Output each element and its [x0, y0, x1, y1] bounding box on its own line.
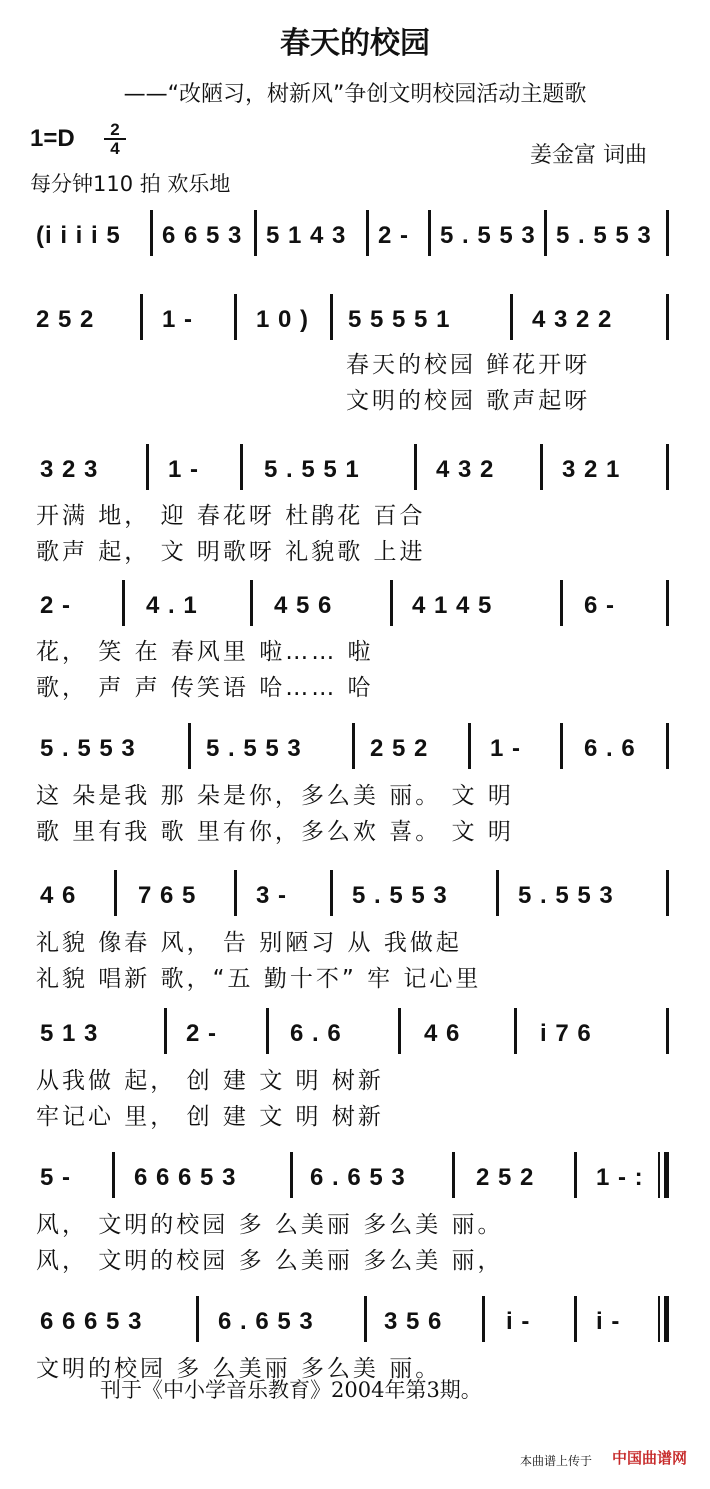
bar-line [250, 580, 253, 626]
song-title: 春天的校园 [280, 26, 430, 61]
bar-line [560, 723, 563, 769]
bar-line [666, 444, 669, 490]
bar-line [266, 1008, 269, 1054]
measure: 5 . 5 5 3 [518, 882, 614, 909]
bar-line [234, 294, 237, 340]
lyric-line-1: 礼貌 像春 风， 告 别陋习 从 我做起 [36, 930, 462, 956]
measure: 4 5 6 [274, 592, 333, 619]
measure: 2 - [378, 222, 410, 249]
measure: 6 6 6 5 3 [40, 1308, 143, 1335]
measure: 6 . 6 5 3 [218, 1308, 314, 1335]
lyric-line-2: 歌声 起， 文 明歌呀 礼貌歌 上进 [36, 539, 426, 565]
bar-line [330, 870, 333, 916]
bar-line [666, 870, 669, 916]
measure: 2 5 2 [476, 1164, 535, 1191]
measure: 1 - [490, 735, 522, 762]
measure: 5 . 5 5 3 [40, 735, 136, 762]
bar-line [666, 1008, 669, 1054]
bar-line [164, 1008, 167, 1054]
upload-note: 本曲谱上传于 [520, 1454, 593, 1468]
measure: 1 - [168, 456, 200, 483]
bar-line [514, 1008, 517, 1054]
measure: 4 6 [424, 1020, 461, 1047]
time-signature [104, 121, 126, 157]
lyric-line-1: 开满 地， 迎 春花呀 杜鹃花 百合 [36, 503, 426, 529]
lyric-line-1: 文明的校园 多 么美丽 多么美 丽。 [36, 1356, 442, 1382]
measure: 3 - [256, 882, 288, 909]
lyric-line-1: 风， 文明的校园 多 么美丽 多么美 丽。 [36, 1212, 504, 1238]
measure: 4 1 4 5 [412, 592, 493, 619]
bar-line [666, 580, 669, 626]
lyric-line-2: 礼貌 唱新 歌，“五 勤十不” 牢 记心里 [36, 966, 482, 992]
measure: 2 - [40, 592, 72, 619]
measure: 4 6 [40, 882, 77, 909]
song-subtitle: ——“改陋习，树新风”争创文明校园活动主题歌 [123, 82, 587, 107]
bar-line [114, 870, 117, 916]
measure: 7 6 5 [138, 882, 197, 909]
author-credit: 姜金富 词曲 [530, 143, 647, 168]
measure: 5 . 5 5 3 [206, 735, 302, 762]
measure: 5 . 5 5 3 [352, 882, 448, 909]
measure: 5 . 5 5 3 [556, 222, 652, 249]
repeat-thick-bar [664, 1152, 669, 1198]
lyric-line-1: 花， 笑 在 春风里 啦…… 啦 [36, 639, 374, 665]
bar-line [254, 210, 257, 256]
bar-line [510, 294, 513, 340]
measure: 3 2 3 [40, 456, 99, 483]
lyric-line-2: 风， 文明的校园 多 么美丽 多么美 丽， [36, 1248, 504, 1274]
measure: 5 5 5 5 1 [348, 306, 451, 333]
bar-line [428, 210, 431, 256]
bar-line [414, 444, 417, 490]
bar-line [496, 870, 499, 916]
bar-line [560, 580, 563, 626]
measure: (i i i i 5 [36, 222, 121, 249]
tempo-marking: 每分钟110 拍 欢乐地 [30, 172, 231, 196]
bar-line [240, 444, 243, 490]
measure: 6 . 6 5 3 [310, 1164, 406, 1191]
bar-line [234, 870, 237, 916]
repeat-thin-bar [658, 1152, 660, 1198]
measure: 2 5 2 [36, 306, 95, 333]
bar-line [196, 1296, 199, 1342]
measure: 5 1 3 [40, 1020, 99, 1047]
measure: 1 - [162, 306, 194, 333]
measure: 3 5 6 [384, 1308, 443, 1335]
final-thick-bar [664, 1296, 669, 1342]
measure: i - [506, 1308, 531, 1335]
bar-line [666, 723, 669, 769]
measure: 6 . 6 [290, 1020, 342, 1047]
measure: 6 6 5 3 [162, 222, 243, 249]
lyric-line-2: 文明的校园 歌声起呀 [346, 388, 591, 414]
measure: i 7 6 [540, 1020, 592, 1047]
bar-line [352, 723, 355, 769]
bar-line [146, 444, 149, 490]
site-logo[interactable]: 中国曲谱网 [612, 1449, 688, 1467]
measure: 1 0 ) [256, 306, 310, 333]
bar-line [112, 1152, 115, 1198]
final-thin-bar [658, 1296, 660, 1342]
bar-line [468, 723, 471, 769]
bar-line [290, 1152, 293, 1198]
lyric-line-2: 牢记心 里， 创 建 文 明 树新 [36, 1104, 384, 1130]
measure: 5 . 5 5 1 [264, 456, 360, 483]
measure: i - [596, 1308, 621, 1335]
lyric-line-2: 歌， 声 声 传笑语 哈…… 哈 [36, 675, 374, 701]
measure: 2 - [186, 1020, 218, 1047]
measure: 6 . 6 [584, 735, 636, 762]
bar-line [330, 294, 333, 340]
measure: 6 6 6 5 3 [134, 1164, 237, 1191]
bar-line [140, 294, 143, 340]
bar-line [666, 210, 669, 256]
time-signature-bottom: 4 [104, 138, 126, 157]
measure: 3 2 1 [562, 456, 621, 483]
bar-line [666, 294, 669, 340]
measure: 5 1 4 3 [266, 222, 347, 249]
measure: 4 3 2 2 [532, 306, 613, 333]
measure: 1 - : [596, 1164, 644, 1191]
measure: 5 . 5 5 3 [440, 222, 536, 249]
measure: 4 3 2 [436, 456, 495, 483]
bar-line [364, 1296, 367, 1342]
bar-line [574, 1152, 577, 1198]
bar-line [452, 1152, 455, 1198]
bar-line [574, 1296, 577, 1342]
lyric-line-1: 这 朵是我 那 朵是你，多么美 丽。 文 明 [36, 783, 514, 809]
lyric-line-2: 歌 里有我 歌 里有你，多么欢 喜。 文 明 [36, 819, 514, 845]
bar-line [122, 580, 125, 626]
time-signature-top: 2 [110, 120, 120, 139]
measure: 4 . 1 [146, 592, 198, 619]
bar-line [150, 210, 153, 256]
lyric-line-1: 从我做 起， 创 建 文 明 树新 [36, 1068, 384, 1094]
bar-line [540, 444, 543, 490]
measure: 5 - [40, 1164, 72, 1191]
bar-line [366, 210, 369, 256]
measure: 6 - [584, 592, 616, 619]
measure: 2 5 2 [370, 735, 429, 762]
publication-note: 刊于《中小学音乐教育》2004年第3期。 [100, 1378, 482, 1402]
bar-line [398, 1008, 401, 1054]
bar-line [390, 580, 393, 626]
lyric-line-1: 春天的校园 鲜花开呀 [346, 352, 591, 378]
bar-line [482, 1296, 485, 1342]
bar-line [188, 723, 191, 769]
key-signature: 1=D [30, 125, 75, 152]
bar-line [544, 210, 547, 256]
